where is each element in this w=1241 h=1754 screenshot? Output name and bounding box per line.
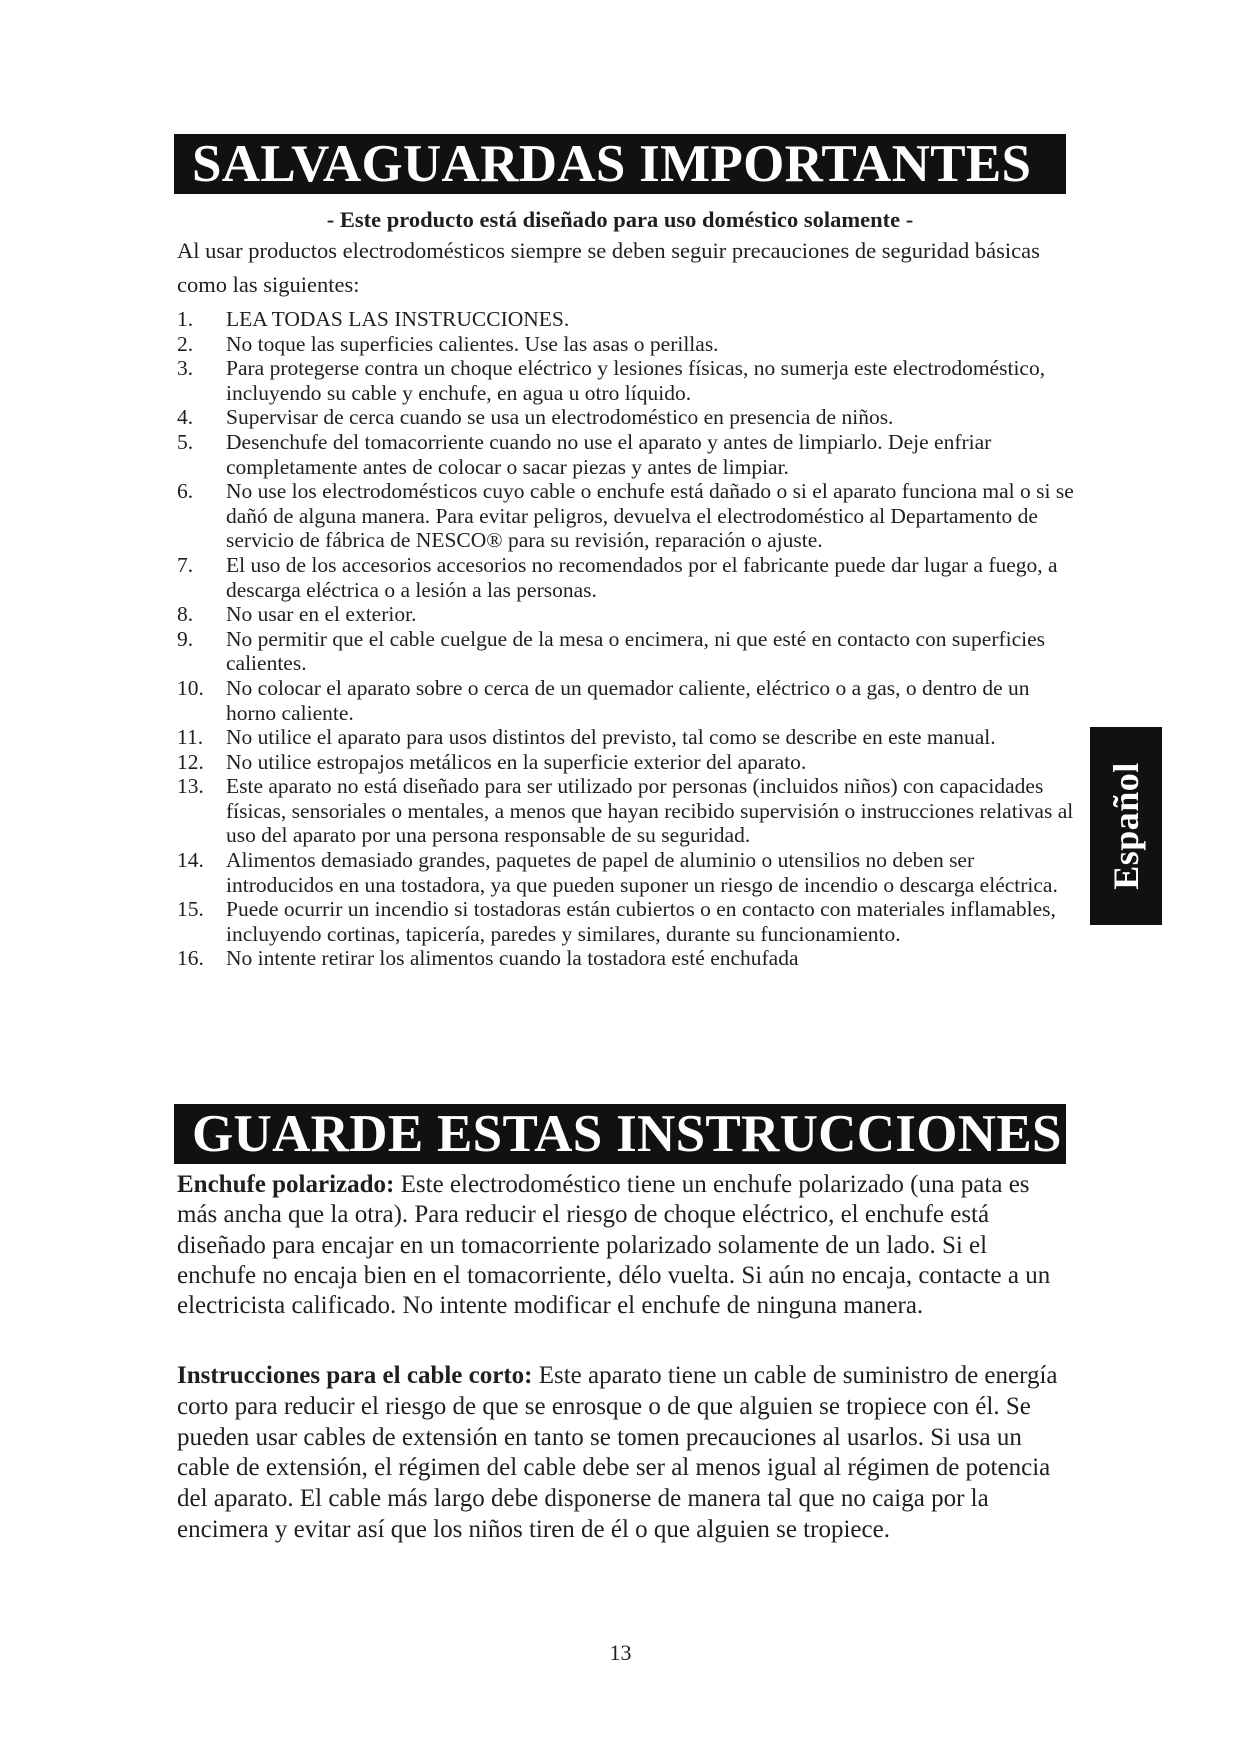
item-text: No toque las superficies calientes. Use las asas o perillas. bbox=[226, 331, 719, 356]
language-tab bbox=[1090, 727, 1162, 925]
safeguards-list bbox=[177, 307, 1077, 971]
item-text: Supervisar de cerca cuando se usa un electrodoméstico en presencia de niños. bbox=[226, 405, 894, 430]
item-text: Puede ocurrir un incendio si tostadoras están cubiertos o en contacto con materiales inflamables, incluyendo cortinas, tapicería, paredes y similares, durante su funcionamiento. bbox=[226, 897, 1056, 946]
item-text: Este aparato no está diseñado para ser utilizado por personas (incluidos niños) con capacidades físicas, sensoriales o mentales, a menos que hayan recibido supervisión o instrucciones relativas al uso del aparato por una persona responsable de su seguridad. bbox=[226, 774, 1074, 848]
short-cord-body: Este aparato tiene un cable de suministro de energía corto para reducir el riesgo de que se enrosque o de que alguien se tropiece con él. Se pueden usar cables de extensión en tanto se tomen precauciones al usarlos. Si usa un cable de extensión, el régimen del cable debe ser al menos igual al régimen de potencia del aparato. El cable más largo debe disponerse de manera tal que no caiga por la encimera y evitar así que los niños tiren de él o que alguien se tropiece. bbox=[177, 1362, 1058, 1543]
safeguard-item bbox=[177, 627, 1077, 676]
safeguard-item bbox=[177, 356, 1077, 405]
safeguard-item bbox=[177, 676, 1077, 725]
safeguard-item bbox=[177, 750, 1077, 775]
domestic-use-subtitle: - Este producto está diseñado para uso doméstico solamente - bbox=[326, 207, 914, 232]
item-number: 3. bbox=[177, 356, 194, 381]
item-text: No use los electrodomésticos cuyo cable o enchufe está dañado o si el aparato funciona mal o si se dañó de alguna manera. Para evitar peligros, devuelva el electrodoméstico al Departamento de servicio de fábrica de NESCO® para su revisión, reparación o ajuste. bbox=[226, 479, 1074, 553]
safeguard-item bbox=[177, 848, 1077, 897]
item-text: No utilice estropajos metálicos en la superficie exterior del aparato. bbox=[226, 749, 807, 774]
language-tab-label: Español bbox=[1106, 762, 1146, 890]
item-number: 5. bbox=[177, 429, 194, 454]
page-number: 13 bbox=[609, 1640, 632, 1665]
item-text: No intente retirar los alimentos cuando la tostadora esté enchufada bbox=[226, 946, 799, 971]
safeguard-item bbox=[177, 430, 1077, 479]
item-text: No usar en el exterior. bbox=[226, 602, 417, 627]
safeguard-item bbox=[177, 332, 1077, 357]
item-text: Para protegerse contra un choque eléctrico y lesiones físicas, no sumerja este electrodoméstico, incluyendo su cable y enchufe, en agua u otro líquido. bbox=[226, 356, 1046, 405]
short-cord-paragraph bbox=[177, 1361, 1069, 1546]
safeguard-item bbox=[177, 479, 1077, 553]
polarized-plug-paragraph bbox=[177, 1170, 1069, 1321]
safeguards-title: SALVAGUARDAS IMPORTANTES bbox=[174, 134, 1066, 194]
safeguard-item bbox=[177, 897, 1077, 946]
item-number: 11. bbox=[177, 725, 204, 750]
short-cord-heading: Instrucciones para el cable corto: bbox=[177, 1362, 533, 1389]
item-number: 9. bbox=[177, 626, 194, 651]
item-text: No colocar el aparato sobre o cerca de un quemador caliente, eléctrico o a gas, o dentro de un horno caliente. bbox=[226, 675, 1030, 725]
intro-text: Al usar productos electrodomésticos siempre se deben seguir precauciones de seguridad básicas como las siguientes: bbox=[177, 238, 1040, 297]
safeguard-item bbox=[177, 725, 1077, 750]
item-number: 1. bbox=[177, 307, 194, 331]
polarized-plug-body: Este electrodoméstico tiene un enchufe polarizado (una pata es más ancha que la otra). Para reducir el riesgo de choque eléctrico, el enchufe está diseñado para encajar en un tomacorriente polarizado solamente de un lado. Si el enchufe no encaja bien en el tomacorriente, délo vuelta. Si aún no encaja, contacte a un electricista calificado. No intente modificar el enchufe de ninguna manera. bbox=[177, 1171, 1051, 1320]
item-text: LEA TODAS LAS INSTRUCCIONES. bbox=[226, 307, 570, 331]
item-number: 12. bbox=[177, 749, 204, 774]
item-number: 16. bbox=[177, 946, 204, 971]
safeguard-item bbox=[177, 405, 1077, 430]
item-number: 14. bbox=[177, 848, 204, 873]
item-text: No utilice el aparato para usos distintos del previsto, tal como se describe en este manual. bbox=[226, 725, 996, 750]
item-number: 8. bbox=[177, 602, 194, 627]
item-number: 15. bbox=[177, 897, 204, 922]
safeguard-item bbox=[177, 553, 1077, 602]
safeguard-item bbox=[177, 946, 1077, 971]
item-number: 7. bbox=[177, 552, 194, 577]
save-instructions-banner: GUARDE ESTAS INSTRUCCIONES bbox=[174, 1104, 1066, 1164]
safeguard-item bbox=[177, 602, 1077, 627]
item-number: 10. bbox=[177, 675, 204, 700]
item-number: 2. bbox=[177, 331, 194, 356]
item-text: Desenchufe del tomacorriente cuando no use el aparato y antes de limpiarlo. Deje enfriar completamente antes de colocar o sacar piezas y antes de limpiar. bbox=[226, 429, 992, 479]
safeguard-item bbox=[177, 307, 1077, 332]
item-number: 13. bbox=[177, 774, 204, 799]
item-number: 4. bbox=[177, 405, 194, 430]
item-text: No permitir que el cable cuelgue de la mesa o encimera, ni que esté en contacto con superficies calientes. bbox=[226, 626, 1046, 676]
polarized-plug-heading: Enchufe polarizado: bbox=[177, 1171, 395, 1198]
item-text: El uso de los accesorios accesorios no recomendados por el fabricante puede dar lugar a fuego, a descarga eléctrica o a lesión a las personas. bbox=[226, 552, 1058, 602]
safeguard-item bbox=[177, 774, 1077, 848]
item-text: Alimentos demasiado grandes, paquetes de papel de aluminio o utensilios no deben ser introducidos en una tostadora, ya que pueden suponer un riesgo de incendio o descarga eléctrica. bbox=[226, 848, 1058, 897]
item-number: 6. bbox=[177, 479, 194, 504]
